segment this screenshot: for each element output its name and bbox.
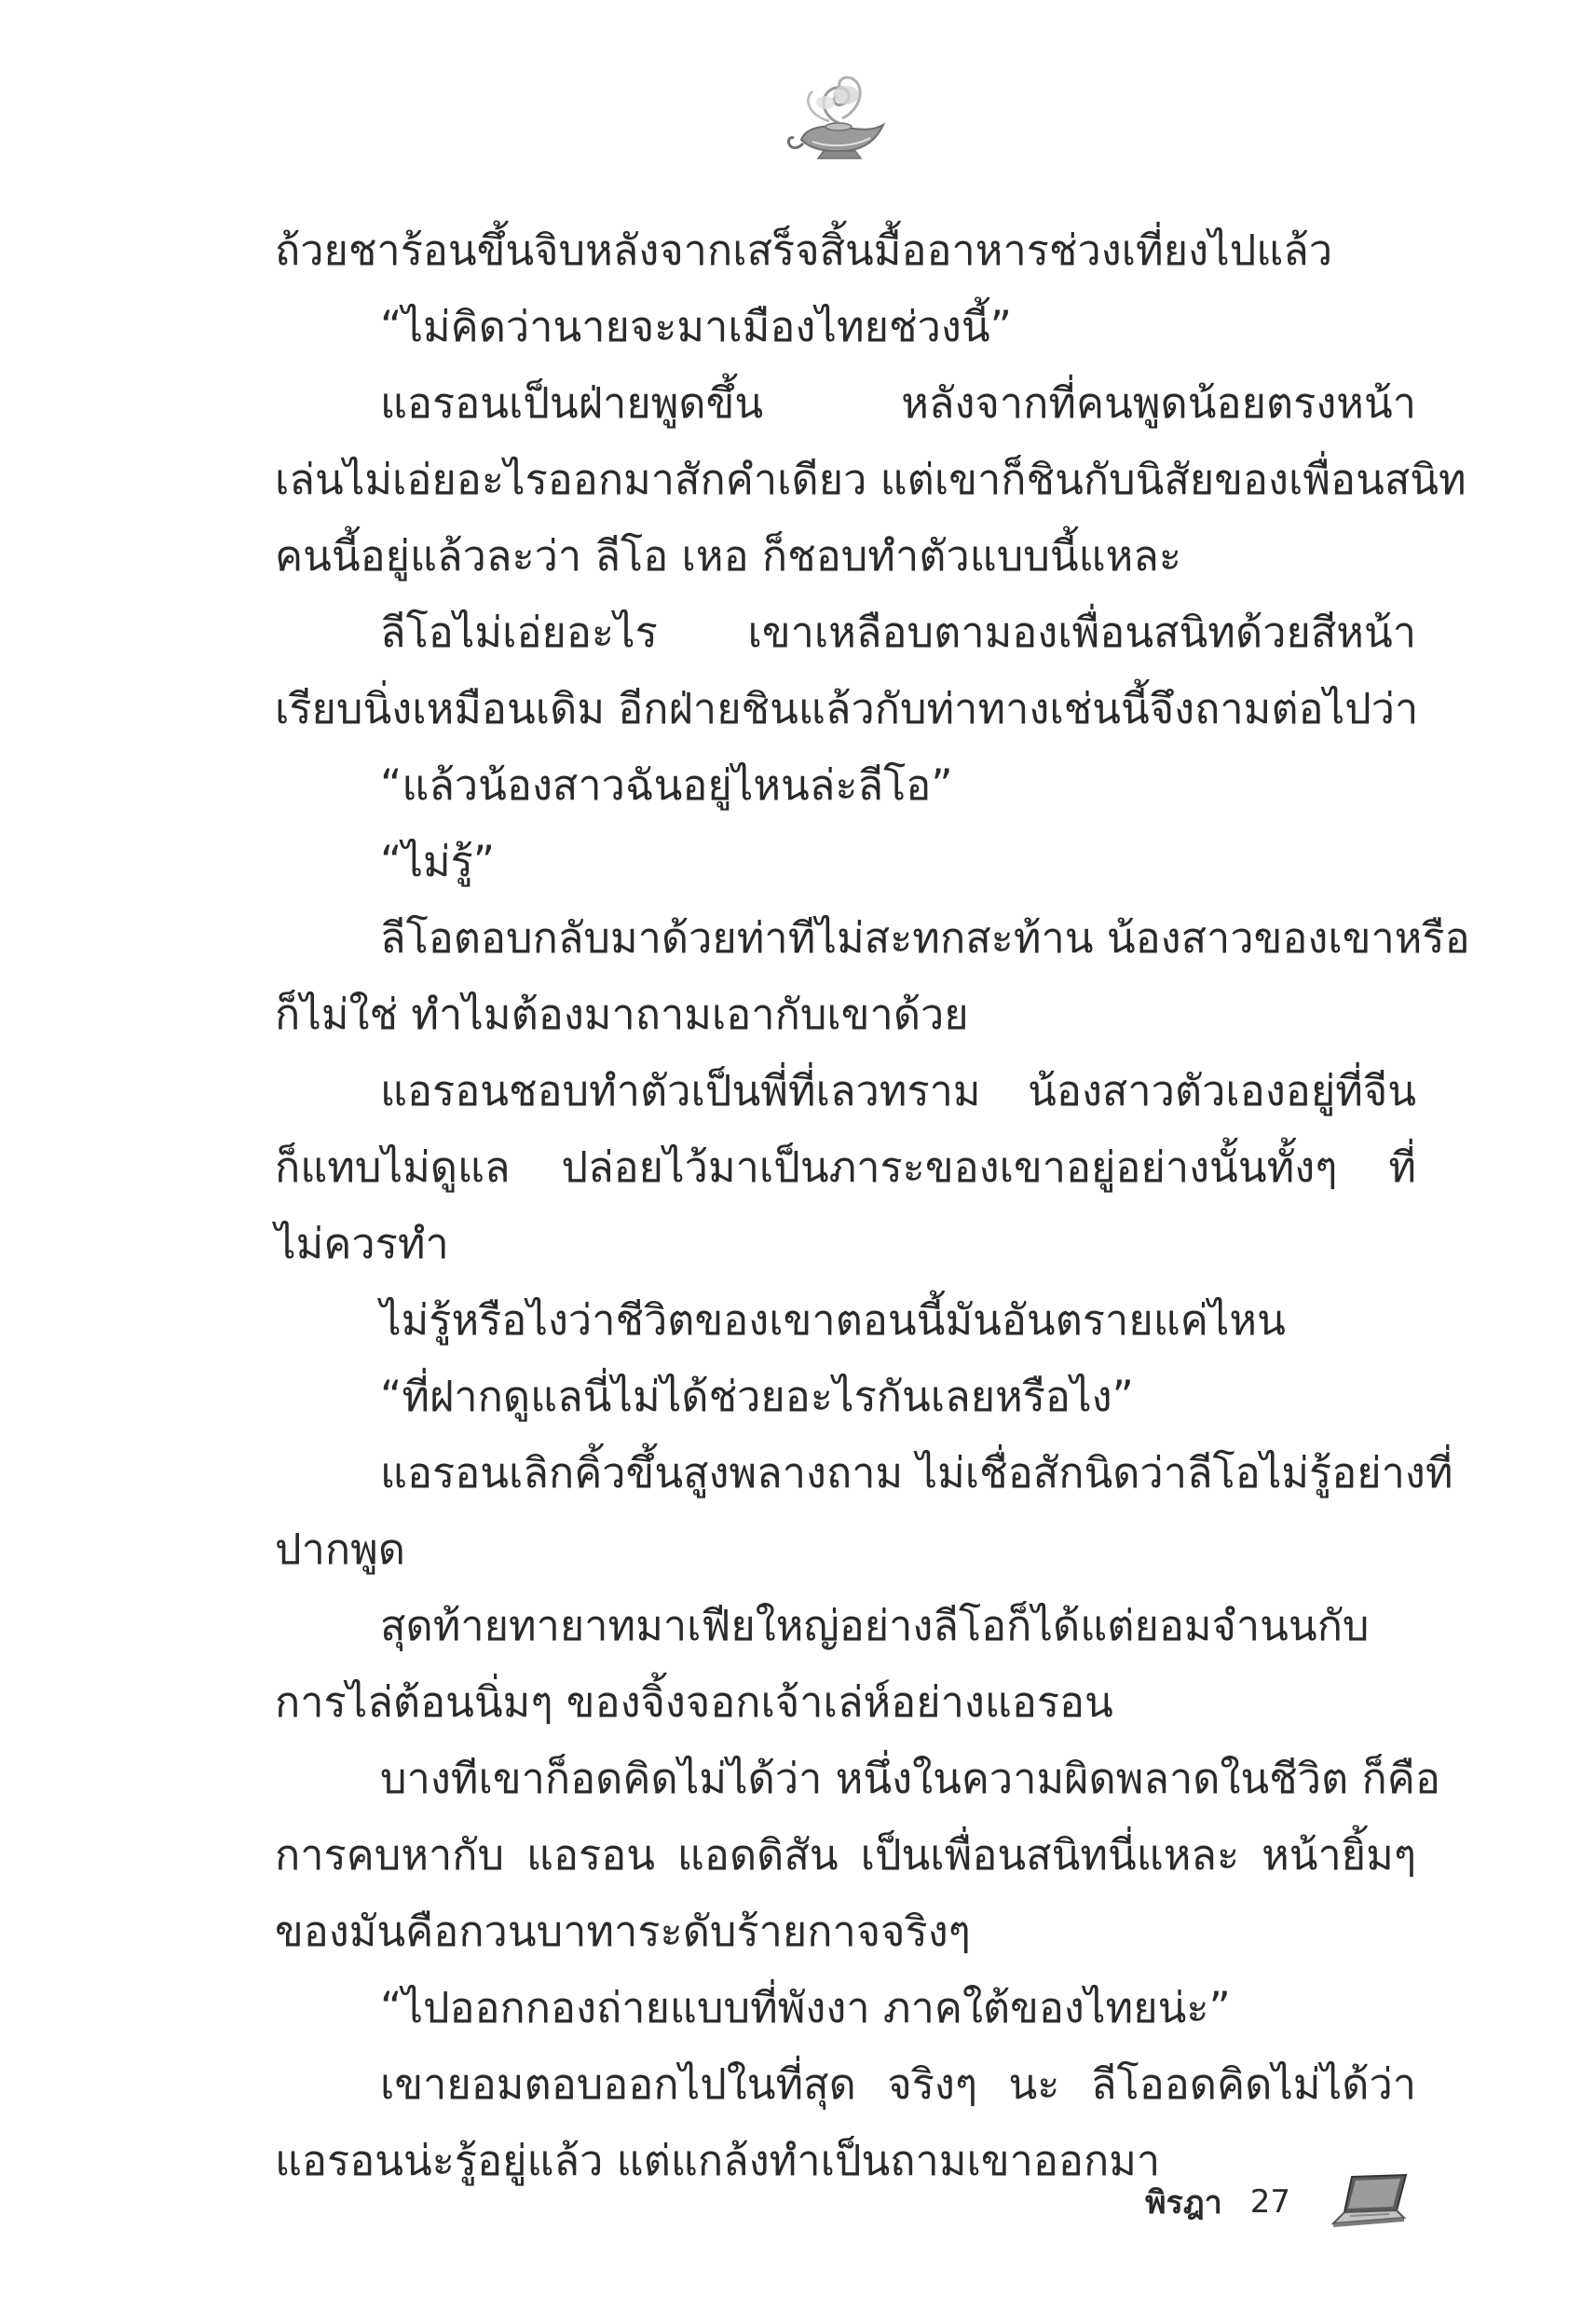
text-line-19: สุดท้ายทายาทมาเฟียใหญ่อย่างลีโอก็ได้แต่ยอมจำนนกับ	[380, 1601, 1370, 1650]
text-line-20: การไล่ต้อนนิ่มๆ ของจิ้งจอกเจ้าเล่ห์อย่างแอรอน	[275, 1677, 1113, 1727]
text-line-8: “แล้วน้องสาวฉันอยู่ไหนล่ะลีโอ”	[380, 760, 953, 810]
text-line-3: แอรอนเป็นฝ่ายพูดขึ้น หลังจากที่คนพูดน้อยตรงหน้า	[380, 378, 1416, 428]
author-name: พิรฎา	[1145, 2184, 1222, 2222]
text-line-12: แอรอนชอบทำตัวเป็นพี่ที่เลวทราม น้องสาวตัวเองอยู่ที่จีน	[380, 1066, 1416, 1115]
text-line-21: บางทีเขาก็อดคิดไม่ได้ว่า หนึ่งในความผิดพลาดในชีวิต ก็คือ	[380, 1754, 1440, 1803]
text-line-26: แอรอนน่ะรู้อยู่แล้ว แต่แกล้งทำเป็นถามเขาออกมา	[275, 2136, 1161, 2185]
text-line-17: แอรอนเลิกคิ้วขึ้นสูงพลางถาม ไม่เชื่อสักนิดว่าลีโอไม่รู้อย่างที่	[380, 1448, 1453, 1497]
text-line-18: ปากพูด	[275, 1525, 405, 1574]
text-line-14: ไม่ควรทำ	[275, 1219, 449, 1268]
page-number: 27	[1249, 2183, 1290, 2221]
text-line-15: ไม่รู้หรือไงว่าชีวิตของเขาตอนนี้มันอันตรายแค่ไหน	[380, 1295, 1286, 1345]
page-footer	[1145, 2173, 1410, 2231]
laptop-icon	[1328, 2173, 1410, 2231]
text-line-10: ลีโอตอบกลับมาด้วยท่าทีไม่สะทกสะท้าน น้องสาวของเขาหรือ	[380, 913, 1470, 963]
text-line-2: “ไม่คิดว่านายจะมาเมืองไทยช่วงนี้”	[380, 302, 1012, 351]
text-line-5: คนนี้อยู่แล้วละว่า ลีโอ เหอ ก็ชอบทำตัวแบบนี้แหละ	[275, 531, 1182, 581]
text-line-24: “ไปออกกองถ่ายแบบที่พังงา ภาคใต้ของไทยน่ะ”	[380, 1983, 1231, 2032]
text-line-13: ก็แทบไม่ดูแล ปล่อยไว้มาเป็นภาระของเขาอยู่อย่างนั้นทั้งๆ ที่	[275, 1142, 1416, 1192]
text-line-16: “ที่ฝากดูแลนี่ไม่ได้ช่วยอะไรกันเลยหรือไง”	[380, 1372, 1134, 1421]
body-text	[275, 212, 1470, 2199]
text-line-25: เขายอมตอบออกไปในที่สุด จริงๆ นะ ลีโออดคิดไม่ได้ว่า	[380, 2059, 1416, 2109]
lamp-ornament-icon	[781, 67, 893, 170]
text-line-11: ก็ไม่ใช่ ทำไมต้องมาถามเอากับเขาด้วย	[275, 990, 969, 1039]
text-line-1: ถ้วยชาร้อนขึ้นจิบหลังจากเสร็จสิ้นมื้ออาหารช่วงเที่ยงไปแล้ว	[275, 226, 1333, 275]
text-line-7: เรียบนิ่งเหมือนเดิม อีกฝ่ายชินแล้วกับท่าทางเช่นนี้จึงถามต่อไปว่า	[275, 684, 1419, 733]
text-line-23: ของมันคือกวนบาทาระดับร้ายกาจจริงๆ	[275, 1907, 971, 1956]
text-line-22: การคบหากับ แอรอน แอดดิสัน เป็นเพื่อนสนิทนี่แหละ หน้ายิ้มๆ	[275, 1830, 1416, 1880]
text-line-9: “ไม่รู้”	[380, 837, 496, 886]
text-line-4: เล่นไม่เอ่ยอะไรออกมาสักคำเดียว แต่เขาก็ชินกับนิสัยของเพื่อนสนิท	[275, 455, 1466, 504]
text-line-6: ลีโอไม่เอ่ยอะไร เขาเหลือบตามองเพื่อนสนิทด้วยสีหน้า	[380, 608, 1416, 657]
